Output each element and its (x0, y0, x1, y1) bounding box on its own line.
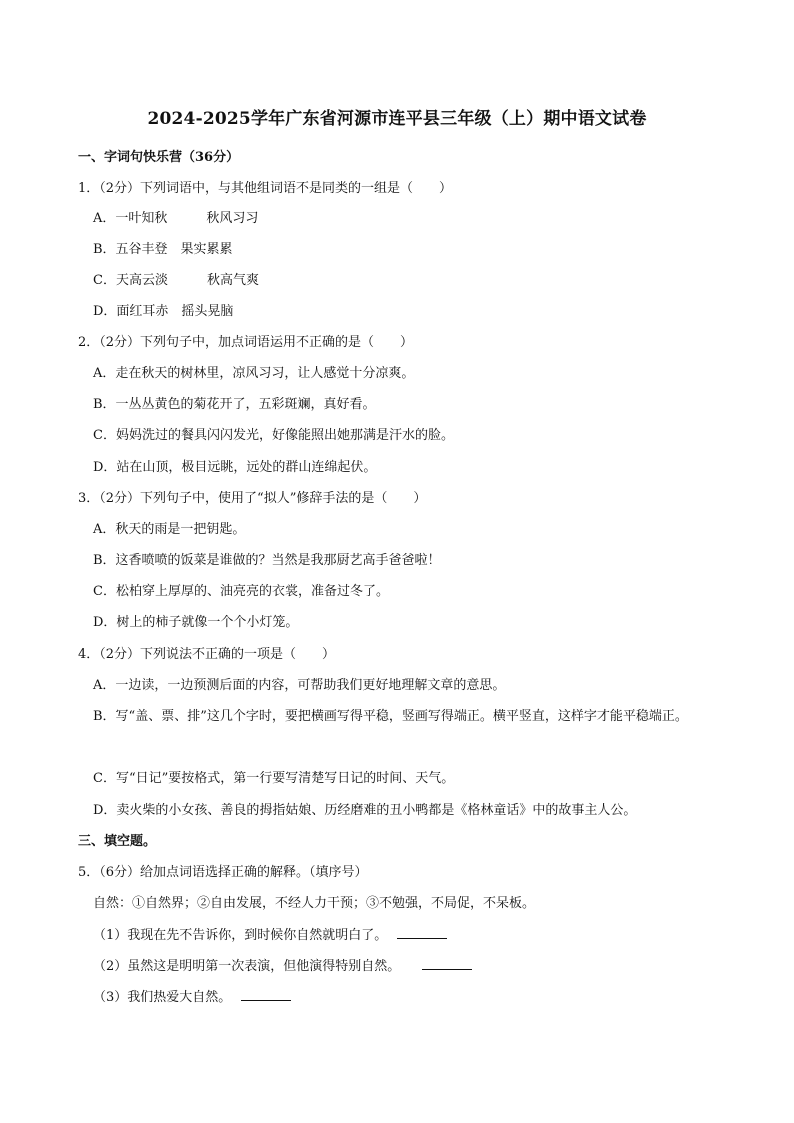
question-2-option-b: B．一丛丛黄色的菊花开了，五彩斑斓，真好看。 (93, 397, 376, 412)
question-1-option-c: C．天高云淡 秋高气爽 (93, 273, 259, 288)
question-5-item-1-text: （1）我现在先不告诉你，到时候你自然就明白了。 (93, 928, 388, 943)
question-4-option-c: C．写“日记”要按格式，第一行要写清楚写日记的时间、天气。 (93, 771, 455, 786)
question-5-item-1 (93, 924, 447, 943)
question-2-option-c: C．妈妈洗过的餐具闪闪发光，好像能照出她那满是汗水的脸。 (93, 428, 454, 443)
answer-blank-1[interactable] (397, 927, 447, 939)
question-3-option-a: A．秋天的雨是一把钥匙。 (93, 522, 246, 537)
question-5-item-3 (93, 986, 291, 1005)
question-2-stem: 2．（2分）下列句子中，加点词语运用不正确的是（ ） (78, 335, 414, 350)
question-5-item-2-text: （2）虽然这是明明第一次表演，但他演得特别自然。 (93, 959, 401, 974)
question-4-option-d: D．卖火柴的小女孩、善良的拇指姑娘、历经磨难的丑小鸭都是《格林童话》中的故事主人公。 (93, 803, 637, 818)
question-1-option-b: B．五谷丰登 果实累累 (93, 242, 233, 257)
question-3-option-c: C．松柏穿上厚厚的、油亮亮的衣裳，准备过冬了。 (93, 584, 389, 599)
question-5-definition: 自然：①自然界；②自由发展，不经人力干预；③不勉强，不局促，不呆板。 (93, 896, 536, 911)
question-1-option-a: A．一叶知秋 秋风习习 (93, 211, 259, 226)
section-heading-3: 三、填空题。 (78, 834, 157, 849)
answer-blank-3[interactable] (241, 989, 291, 1001)
section-heading-1: 一、字词句快乐营（36分） (78, 150, 240, 165)
question-5-item-2 (93, 955, 472, 974)
question-1-option-d: D．面红耳赤 摇头晃脑 (93, 304, 234, 319)
question-3-stem: 3．（2分）下列句子中，使用了“拟人”修辞手法的是（ ） (78, 491, 427, 506)
question-4-stem: 4．（2分）下列说法不正确的一项是（ ） (78, 647, 336, 662)
question-2-option-a: A．走在秋天的树林里，凉风习习，让人感觉十分凉爽。 (93, 366, 415, 381)
question-5-stem: 5．（6分）给加点词语选择正确的解释。（填序号） (78, 865, 368, 880)
question-4-option-b: B．写“盖、票、排”这几个字时，要把横画写得平稳，竖画写得端正。横平竖直，这样字才能平稳端正。 (93, 709, 688, 724)
exam-title: 2024-2025学年广东省河源市连平县三年级（上）期中语文试卷 (147, 109, 647, 129)
question-3-option-d: D．树上的柿子就像一个个小灯笼。 (93, 615, 299, 630)
answer-blank-2[interactable] (422, 958, 472, 970)
question-1-stem: 1．（2分）下列词语中，与其他组词语不是同类的一组是（ ） (78, 181, 453, 196)
question-4-option-a: A．一边读，一边预测后面的内容，可帮助我们更好地理解文章的意思。 (93, 678, 506, 693)
question-2-option-d: D．站在山顶，极目远眺，远处的群山连绵起伏。 (93, 460, 377, 475)
question-3-option-b: B．这香喷喷的饭菜是谁做的？当然是我那厨艺高手爸爸啦！ (93, 553, 441, 568)
question-5-item-3-text: （3）我们热爱大自然。 (93, 990, 232, 1005)
